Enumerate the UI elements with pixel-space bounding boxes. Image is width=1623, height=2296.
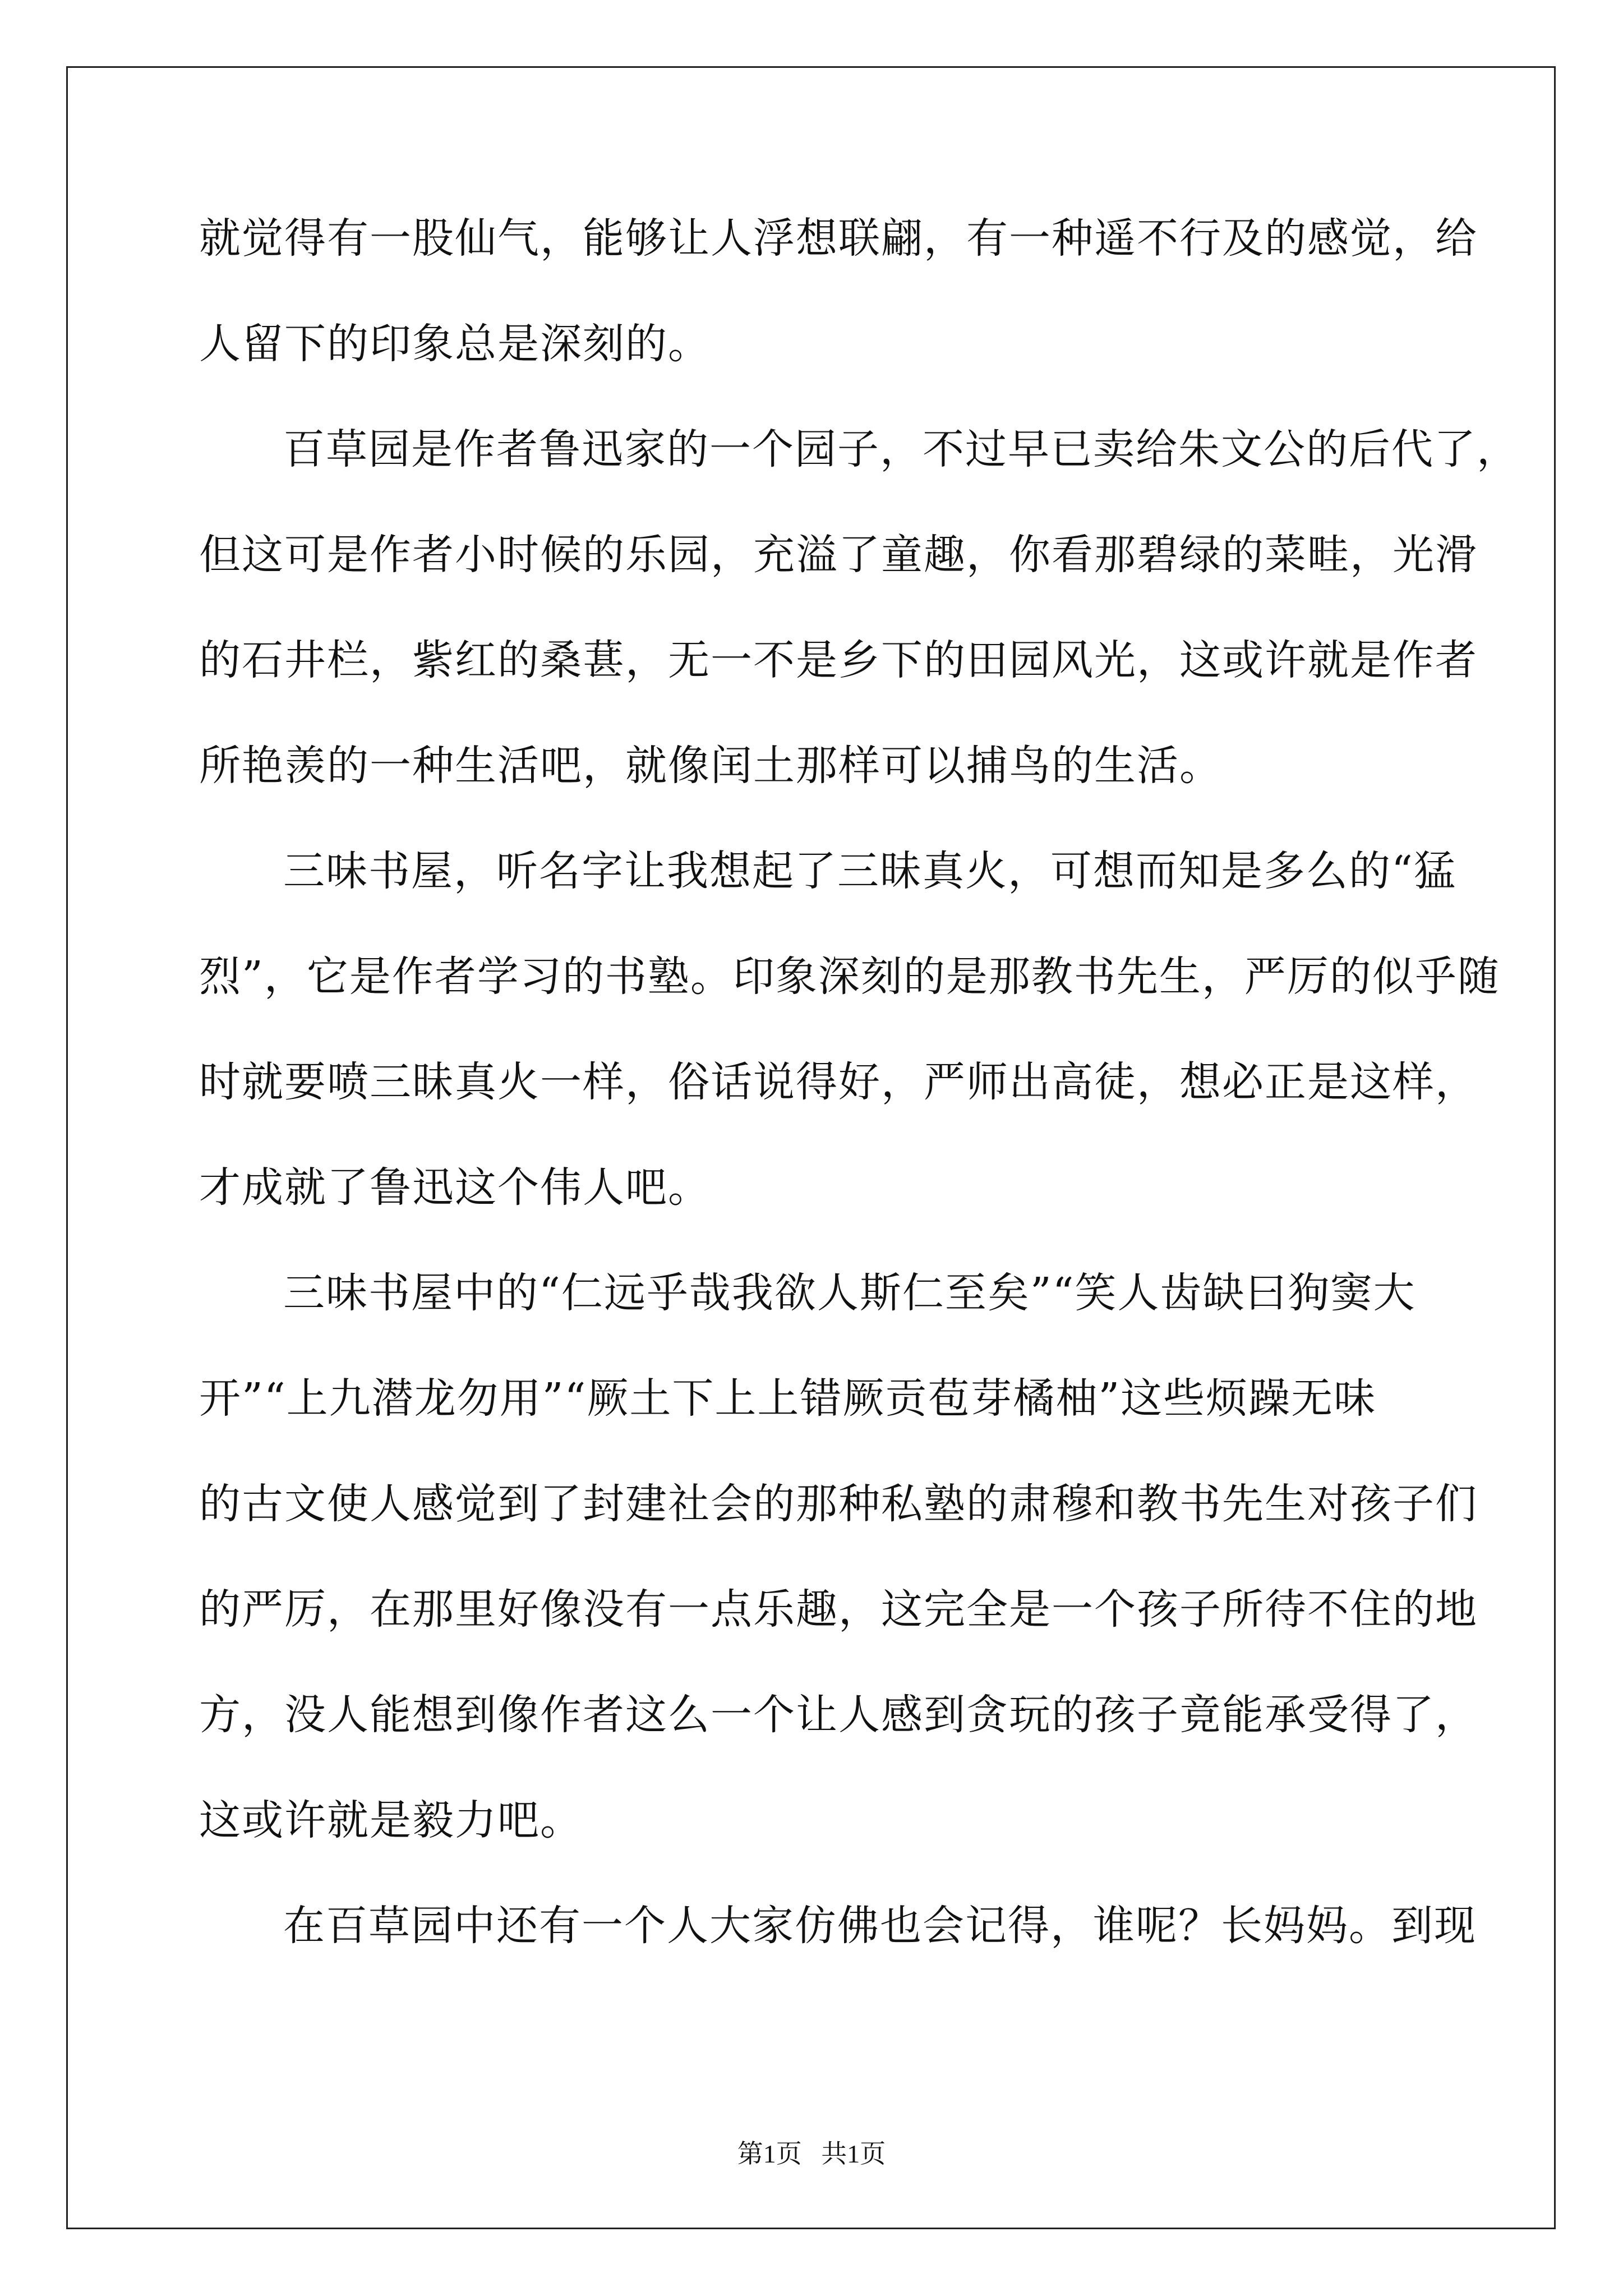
text-line: 的古文使人感觉到了封建社会的那种私塾的肃穆和教书先生对孩子们 [199, 1480, 1478, 1528]
text-line: 烈”，它是作者学习的书塾。印象深刻的是那教书先生，严厉的似乎随 [199, 953, 1500, 1001]
page-number-footer: 第1页 共1页 [737, 2139, 886, 2168]
text-line: 才成就了鲁迅这个伟人吧。 [199, 1163, 711, 1212]
text-line: 就觉得有一股仙气，能够让人浮想联翩，有一种遥不行及的感觉，给 [199, 214, 1478, 263]
paragraph-start-line: 在百草园中还有一个人大家仿佛也会记得，谁呢？长妈妈。到现 [283, 1902, 1477, 1950]
paragraph-start-line: 三味书屋，听名字让我想起了三昧真火，可想而知是多么的“猛 [283, 847, 1456, 895]
paragraph-start-line: 百草园是作者鲁迅家的一个园子，不过早已卖给朱文公的后代了， [283, 425, 1519, 473]
paragraph-start-line: 三味书屋中的“仁远乎哉我欲人斯仁至矣”“笑人齿缺曰狗窦大 [283, 1269, 1416, 1317]
text-line: 所艳羡的一种生活吧，就像闰土那样可以捕鸟的生活。 [199, 742, 1222, 790]
text-line: 方，没人能想到像作者这么一个让人感到贪玩的孩子竟能承受得了， [199, 1691, 1478, 1739]
text-line: 人留下的印象总是深刻的。 [199, 320, 711, 368]
text-line: 开”“上九潜龙勿用”“厥土下上上错厥贡苞芽橘柚”这些烦躁无味 [199, 1374, 1377, 1423]
text-line: 的石井栏，紫红的桑葚，无一不是乡下的田园风光，这或许就是作者 [199, 636, 1478, 684]
text-line: 但这可是作者小时候的乐园，充溢了童趣，你看那碧绿的菜畦，光滑 [199, 531, 1478, 579]
text-line: 时就要喷三昧真火一样，俗话说得好，严师出高徒，想必正是这样， [199, 1058, 1478, 1106]
text-line: 这或许就是毅力吧。 [199, 1796, 583, 1844]
text-line: 的严厉，在那里好像没有一点乐趣，这完全是一个孩子所待不住的地 [199, 1585, 1478, 1634]
